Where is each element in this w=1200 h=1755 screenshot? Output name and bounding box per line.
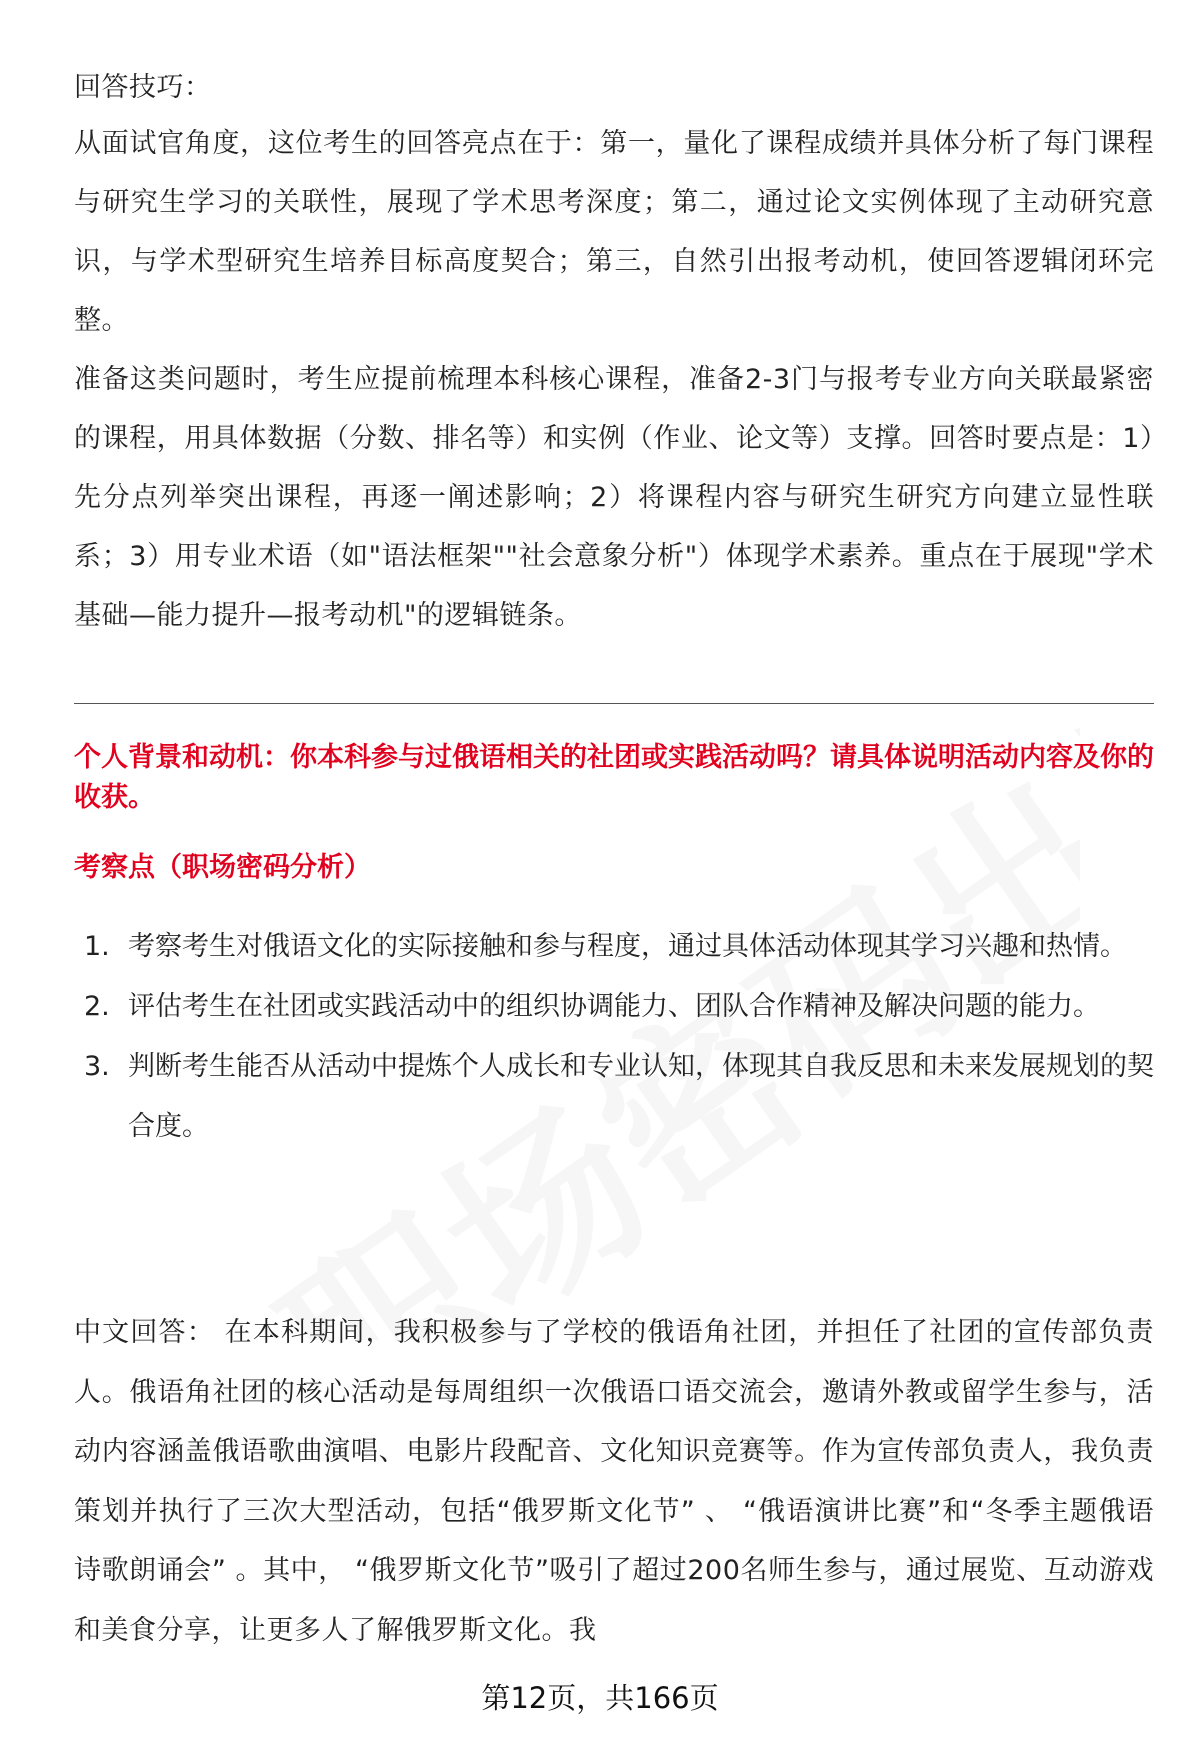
tips-paragraph-2: 准备这类问题时，考生应提前梳理本科核心课程，准备2-3门与报考专业方向关联最紧密的课程，用具体数据（分数、排名等）和实例（作业、论文等）支撑。回答时要点是：1）先分点列举突出课程，再逐一阐述影响；2）将课程内容与研究生研究方向建立显性联系；3）用专业术语（如"语法框架""社会意象分析"）体现学术素养。重点在于展现"学术基础—能力提升—报考动机"的逻辑链条。 bbox=[74, 364, 1154, 631]
answer-paragraph: 中文回答： 在本科期间，我积极参与了学校的俄语角社团，并担任了社团的宣传部负责人。俄语角社团的核心活动是每周组织一次俄语口语交流会，邀请外教或留学生参与，活动内容涵盖俄语歌曲演唱、电影片段配音、文化知识竞赛等。作为宣传部负责人，我负责策划并执行了三次大型活动，包括“俄罗斯文化节” 、 “俄语演讲比赛”和“冬季主题俄语诗歌朗诵会” 。其中， “俄罗斯文化节”吸引了超过200名师生参与，通过展览、互动游戏和美食分享，让更多人了解俄罗斯文化。我 bbox=[74, 1317, 1154, 1646]
page-number: 第12页，共166页 bbox=[481, 1681, 719, 1715]
list-item bbox=[74, 1037, 1154, 1157]
list-item bbox=[74, 917, 1154, 977]
list-item-text: 考察考生对俄语文化的实际接触和参与程度，通过具体活动体现其学习兴趣和热情。 bbox=[128, 931, 1127, 962]
tips-section bbox=[74, 62, 1154, 645]
focus-heading: 考察点（职场密码分析） bbox=[74, 852, 371, 883]
tips-paragraph-1: 从面试官角度，这位考生的回答亮点在于：第一，量化了课程成绩并具体分析了每门课程与研究生学习的关联性，展现了学术思考深度；第二，通过论文实例体现了主动研究意识，与学术型研究生培养目标高度契合；第三，自然引出报考动机，使回答逻辑闭环完整。 bbox=[74, 128, 1154, 336]
list-item-text: 判断考生能否从活动中提炼个人成长和专业认知，体现其自我反思和未来发展规划的契合度。 bbox=[128, 1051, 1154, 1142]
list-item bbox=[74, 977, 1154, 1037]
tips-label: 回答技巧： bbox=[74, 72, 212, 103]
list-item-text: 评估考生在社团或实践活动中的组织协调能力、团队合作精神及解决问题的能力。 bbox=[128, 991, 1100, 1022]
list-item-number: 2. bbox=[84, 991, 110, 1022]
answer-section bbox=[74, 1303, 1154, 1660]
focus-list bbox=[74, 917, 1154, 1157]
list-item-number: 3. bbox=[84, 1051, 110, 1082]
question-heading: 个人背景和动机：你本科参与过俄语相关的社团或实践活动吗？请具体说明活动内容及你的收获。 bbox=[74, 742, 1154, 813]
section-divider bbox=[74, 703, 1154, 704]
list-item-number: 1. bbox=[84, 931, 110, 962]
